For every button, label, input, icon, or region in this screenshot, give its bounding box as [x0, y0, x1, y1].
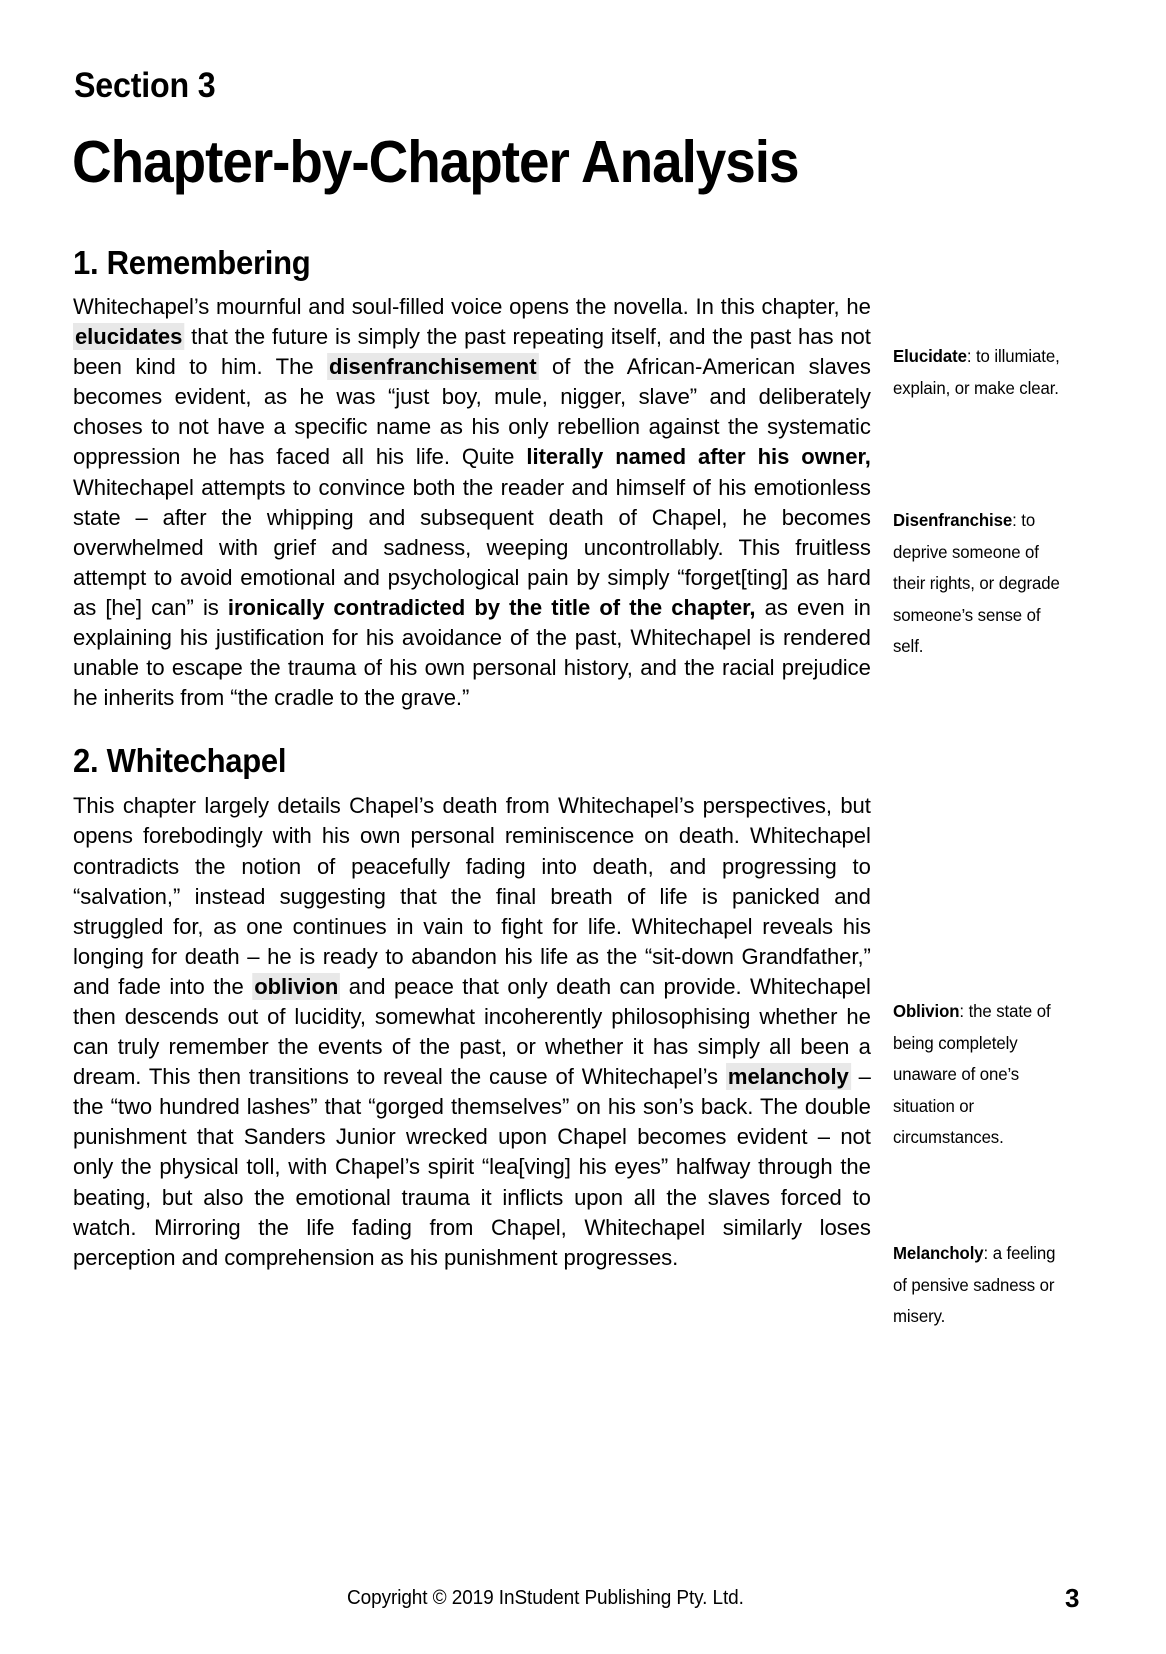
- highlighted-term: disenfranchisement: [329, 354, 537, 380]
- glossary-entry-disenfranchise: [893, 505, 1071, 663]
- chapter-heading-2: 2. Whitechapel: [73, 742, 287, 780]
- highlighted-term: oblivion: [254, 973, 339, 999]
- chapter-paragraph-2: This chapter largely details Chapel’s death from Whitechapel’s perspectives, but opens forebodingly with his own personal reminiscence on death. Whitechapel contradicts the notion of peacefully fading into death, and progressing to “salvation,” instead suggesting that the final breath of life is panicked and struggled for, as one continues in vain to fight for life. Whitechapel reveals his longing for death – he is ready to abandon his life as the “sit-down Grandfather,” and fade into the oblivion and peace that only death can provide. Whitechapel then descends out of lucidity, somewhat incoherently philosophising whether he can truly remember the events of the past, or whether it has simply all been a dream. This then transitions to reveal the cause of Whitechapel’s melancholy – the “two hundred lashes” that “gorged themselves” on his son’s back. The double punishment that Sanders Junior wrecked upon Chapel becomes evident – not only the physical toll, with Chapel’s spirit “lea[ving] his eyes” halfway through the beating, but also the emotional trauma it inflicts upon all the slaves forced to watch. Mirroring the life fading from Chapel, Whitechapel similarly loses perception and comprehension as his punishment progresses.: [73, 793, 871, 1270]
- page-title: Chapter-by-Chapter Analysis: [72, 129, 799, 195]
- highlighted-term: melancholy: [727, 1064, 849, 1090]
- chapter-heading-1: 1. Remembering: [73, 244, 311, 281]
- glossary-entry-melancholy: [893, 1238, 1071, 1333]
- glossary-definition: a feeling of pensive sadness or misery.: [893, 1243, 1056, 1326]
- glossary-definition: to illumiate, explain, or make clear.: [893, 346, 1060, 398]
- glossary-separator: :: [966, 346, 976, 366]
- glossary-definition: the state of being completely unaware of one’s situation or circumstances.: [893, 1001, 1051, 1147]
- chapter-paragraph-1: Whitechapel’s mournful and soul-filled voice opens the novella. In this chapter, he elucidates that the future is simply the past repeating itself, and the past has not been kind to him. The disenfranchisement of the African-American slaves becomes evident, as he was “just boy, mule, nigger, slave” and deliberately choses to not have a specific name as his only rebellion against the systematic oppression he has faced all his life. Quite literally named after his owner, Whitechapel attempts to convince both the reader and himself of his emotionless state – after the whipping and subsequent death of Chapel, he becomes overwhelmed with grief and sadness, weeping uncontrollably. This fruitless attempt to avoid emotional and psychological pain by simply “forget[ting] as hard as [he] can” is ironically contradicted by the title of the chapter, as even in explaining his justification for his avoidance of the past, Whitechapel is rendered unable to escape the trauma of his own personal history, and the racial prejudice he inherits from “the cradle to the grave.”: [73, 294, 871, 711]
- glossary-term: Disenfranchise: [893, 510, 1013, 530]
- page-number: 3: [1065, 1583, 1080, 1613]
- main-text-column: [73, 246, 883, 1273]
- glossary-definition: to deprive someone of their rights, or degrade someone’s sense of self.: [893, 510, 1060, 656]
- copyright-notice: Copyright © 2019 InStudent Publishing Pty. Ltd.: [347, 1587, 744, 1609]
- glossary-separator: :: [983, 1243, 993, 1263]
- page-footer: [0, 1583, 1166, 1621]
- glossary-separator: :: [1012, 510, 1022, 530]
- emphasis-text: ironically contradicted by the title of the chapter,: [227, 594, 756, 620]
- glossary-term: Melancholy: [893, 1243, 984, 1263]
- glossary-separator: :: [959, 1001, 969, 1021]
- section-label: Section 3: [74, 66, 216, 105]
- glossary-entry-oblivion: [893, 996, 1071, 1154]
- emphasis-text: literally named after his owner,: [526, 444, 871, 470]
- glossary-entry-elucidate: [893, 341, 1071, 404]
- glossary-term: Elucidate: [893, 346, 967, 366]
- highlighted-term: elucidates: [74, 324, 183, 350]
- glossary-term: Oblivion: [893, 1001, 960, 1021]
